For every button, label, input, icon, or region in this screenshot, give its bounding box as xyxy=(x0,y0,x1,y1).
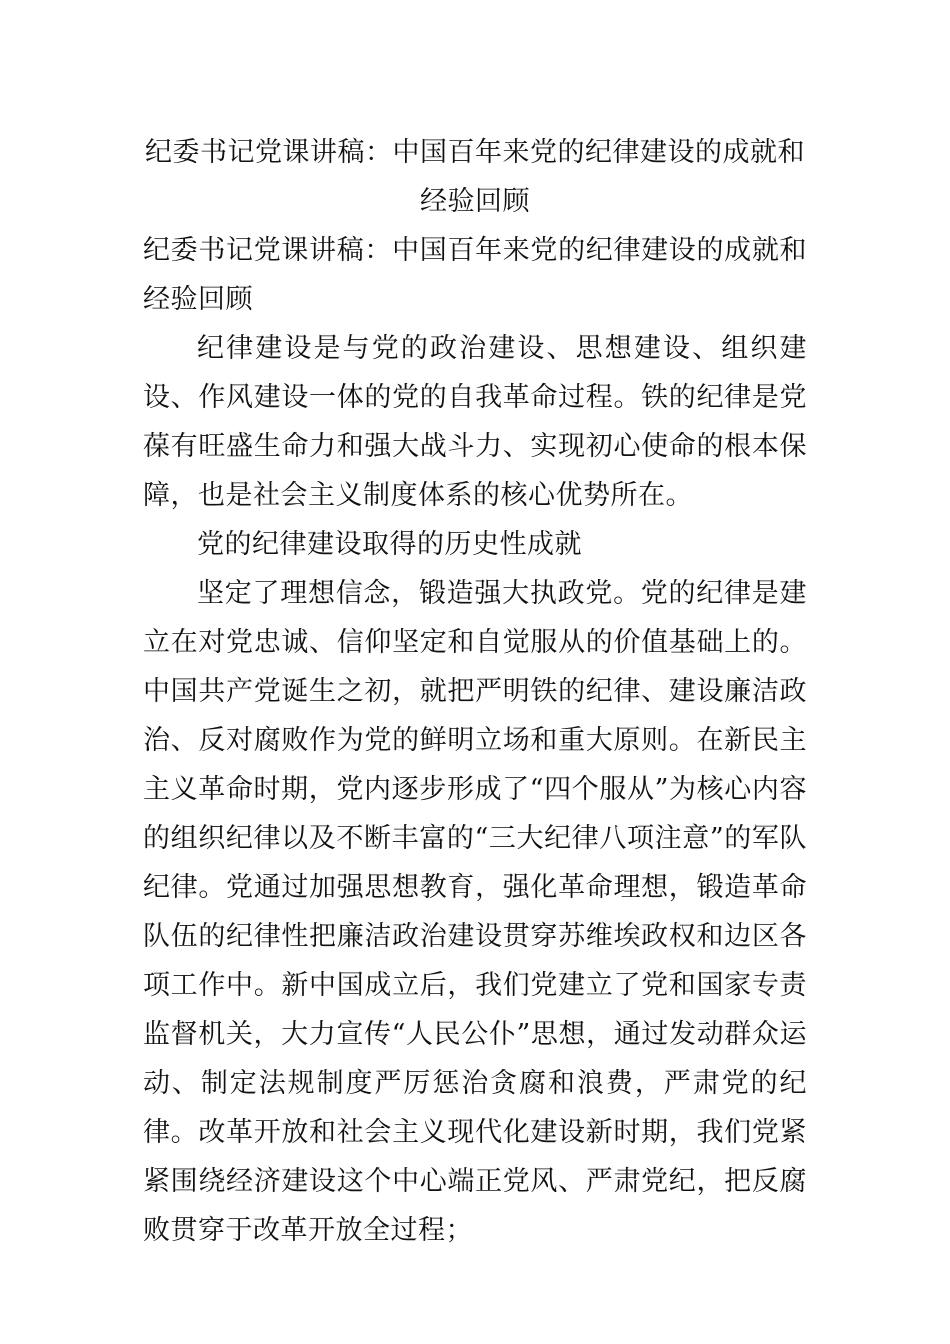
paragraph-achievement: 坚定了理想信念，锻造强大执政党。党的纪律是建立在对党忠诚、信仰坚定和自觉服从的价值基础上的。中国共产党诞生之初，就把严明铁的纪律、建设廉洁政治、反对腐败作为党的鲜明立场和重大原则。在新民主主义革命时期，党内逐步形成了“四个服从”为核心内容的组织纪律以及不断丰富的“三大纪律八项注意”的军队纪律。党通过加强思想教育，强化革命理想，锻造革命队伍的纪律性把廉洁政治建设贯穿苏维埃政权和边区各项工作中。新中国成立后，我们党建立了党和国家专责监督机关，大力宣传“人民公仆”思想，通过发动群众运动、制定法规制度严厉惩治贪腐和浪费，严肃党的纪律。改革开放和社会主义现代化建设新时期，我们党紧紧围绕经济建设这个中心端正党风、严肃党纪，把反腐败贯穿于改革开放全过程； xyxy=(143,578,807,1246)
title-repeat-line: 纪委书记党课讲稿：中国百年来党的纪律建设的成就和经验回顾 xyxy=(143,235,807,315)
document-title: 纪委书记党课讲稿：中国百年来党的纪律建设的成就和经验回顾 xyxy=(145,137,805,217)
paragraph-intro: 纪律建设是与党的政治建设、思想建设、组织建设、作风建设一体的党的自我革命过程。铁的纪律是党葆有旺盛生命力和强大战斗力、实现初心使命的根本保障，也是社会主义制度体系的核心优势所在。 xyxy=(143,333,807,511)
section-heading: 党的纪律建设取得的历史性成就 xyxy=(197,529,582,560)
document-body xyxy=(143,226,807,1255)
